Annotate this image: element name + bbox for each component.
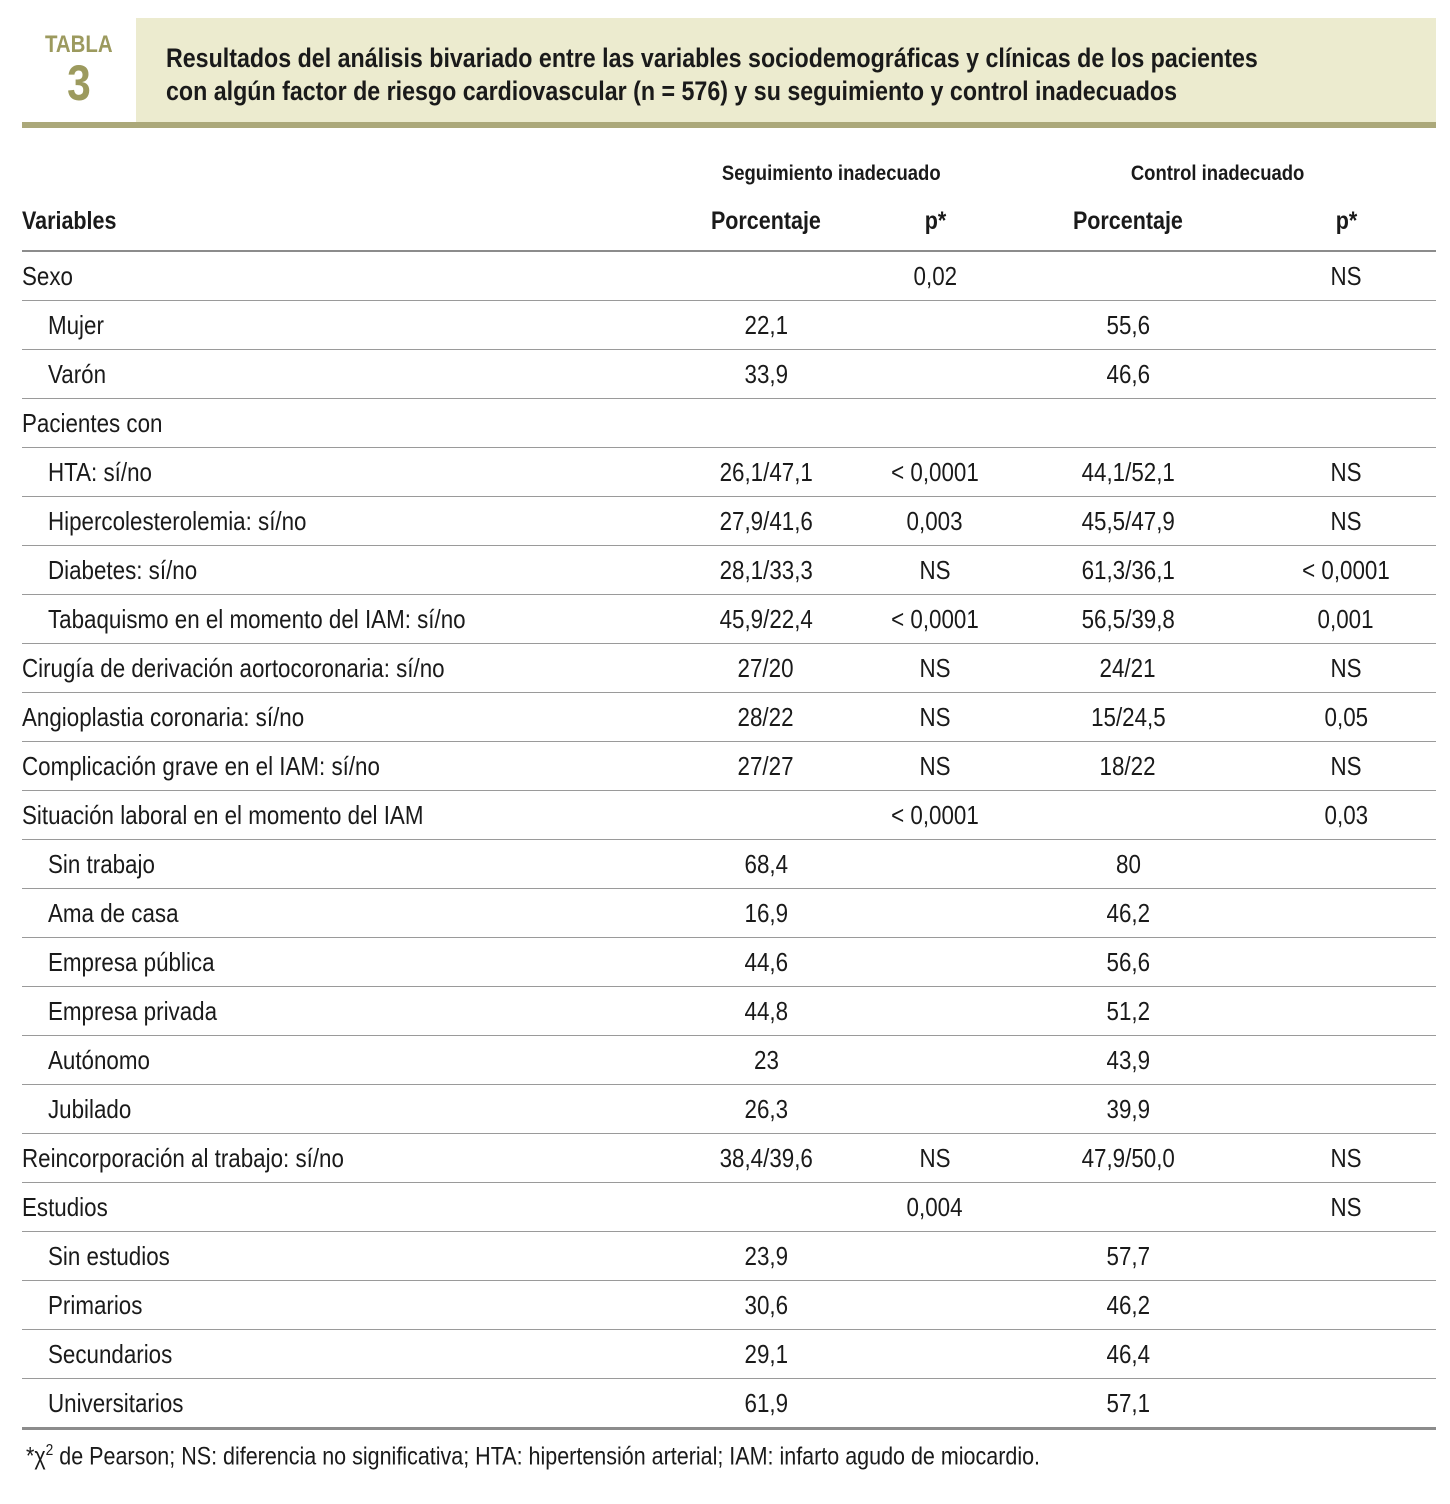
table-label	[22, 18, 136, 122]
cell-seg-porcentaje: 23	[662, 1036, 870, 1085]
cell-ctl-p: 0,001	[1256, 595, 1436, 644]
cell-ctl-porcentaje: 39,9	[1000, 1085, 1256, 1134]
cell-ctl-porcentaje: 80	[1000, 840, 1256, 889]
cell-ctl-p	[1256, 987, 1436, 1036]
cell-variable: Secundarios	[22, 1330, 662, 1379]
results-table	[22, 130, 1436, 1430]
cell-seg-p	[870, 1330, 1000, 1379]
cell-seg-p: NS	[870, 644, 1000, 693]
cell-seg-p	[870, 840, 1000, 889]
cell-seg-porcentaje	[662, 1183, 870, 1232]
table-row	[22, 399, 1436, 448]
cell-seg-porcentaje: 28/22	[662, 693, 870, 742]
table-row	[22, 301, 1436, 350]
cell-ctl-p	[1256, 1085, 1436, 1134]
cell-ctl-porcentaje: 56,5/39,8	[1000, 595, 1256, 644]
cell-ctl-p: < 0,0001	[1256, 546, 1436, 595]
footnote	[26, 1442, 1040, 1471]
group-header-seguimiento: Seguimiento inadecuado	[721, 162, 941, 185]
cell-ctl-porcentaje	[1000, 791, 1256, 840]
cell-seg-porcentaje: 68,4	[662, 840, 870, 889]
cell-variable: Reincorporación al trabajo: sí/no	[22, 1134, 662, 1183]
table-row	[22, 938, 1436, 987]
cell-ctl-p	[1256, 938, 1436, 987]
cell-ctl-porcentaje: 47,9/50,0	[1000, 1134, 1256, 1183]
cell-ctl-p	[1256, 840, 1436, 889]
cell-variable: HTA: sí/no	[22, 448, 662, 497]
cell-variable: Sin estudios	[22, 1232, 662, 1281]
cell-seg-porcentaje: 30,6	[662, 1281, 870, 1330]
column-header-row	[22, 192, 1436, 251]
cell-variable: Complicación grave en el IAM: sí/no	[22, 742, 662, 791]
cell-seg-p	[870, 1232, 1000, 1281]
cell-variable: Mujer	[22, 301, 662, 350]
table-title-line-2: con algún factor de riesgo cardiovascular (n = 576) y su seguimiento y control inadecuados	[166, 76, 1178, 106]
cell-variable: Sin trabajo	[22, 840, 662, 889]
table-row	[22, 1232, 1436, 1281]
table-row	[22, 1379, 1436, 1429]
cell-ctl-porcentaje: 46,2	[1000, 1281, 1256, 1330]
cell-seg-p	[870, 350, 1000, 399]
cell-ctl-porcentaje: 44,1/52,1	[1000, 448, 1256, 497]
cell-ctl-p	[1256, 1232, 1436, 1281]
cell-ctl-p: NS	[1256, 497, 1436, 546]
cell-seg-porcentaje: 44,8	[662, 987, 870, 1036]
cell-ctl-porcentaje: 56,6	[1000, 938, 1256, 987]
cell-seg-porcentaje	[662, 399, 870, 448]
table-row	[22, 251, 1436, 301]
cell-seg-porcentaje	[662, 251, 870, 301]
table-row	[22, 546, 1436, 595]
table-header	[22, 18, 1436, 122]
cell-variable: Diabetes: sí/no	[22, 546, 662, 595]
cell-ctl-p	[1256, 1281, 1436, 1330]
cell-ctl-p	[1256, 1330, 1436, 1379]
cell-seg-p	[870, 1036, 1000, 1085]
cell-ctl-porcentaje: 57,7	[1000, 1232, 1256, 1281]
table-row	[22, 497, 1436, 546]
cell-ctl-p	[1256, 350, 1436, 399]
cell-seg-p	[870, 301, 1000, 350]
table-row	[22, 1036, 1436, 1085]
cell-variable: Situación laboral en el momento del IAM	[22, 791, 662, 840]
cell-seg-porcentaje: 27/20	[662, 644, 870, 693]
cell-ctl-p	[1256, 399, 1436, 448]
table-row	[22, 693, 1436, 742]
cell-seg-porcentaje: 23,9	[662, 1232, 870, 1281]
cell-ctl-porcentaje	[1000, 399, 1256, 448]
cell-ctl-porcentaje: 43,9	[1000, 1036, 1256, 1085]
cell-seg-porcentaje: 38,4/39,6	[662, 1134, 870, 1183]
cell-variable: Angioplastia coronaria: sí/no	[22, 693, 662, 742]
cell-seg-p: < 0,0001	[870, 791, 1000, 840]
cell-seg-porcentaje: 33,9	[662, 350, 870, 399]
cell-seg-p	[870, 889, 1000, 938]
cell-ctl-porcentaje: 51,2	[1000, 987, 1256, 1036]
table-row	[22, 1330, 1436, 1379]
cell-ctl-porcentaje: 46,6	[1000, 350, 1256, 399]
table-label-word: TABLA	[45, 31, 114, 58]
cell-variable: Varón	[22, 350, 662, 399]
cell-ctl-p: NS	[1256, 251, 1436, 301]
cell-seg-p: < 0,0001	[870, 595, 1000, 644]
cell-ctl-porcentaje: 45,5/47,9	[1000, 497, 1256, 546]
cell-ctl-porcentaje: 61,3/36,1	[1000, 546, 1256, 595]
cell-seg-p: NS	[870, 546, 1000, 595]
cell-seg-porcentaje: 44,6	[662, 938, 870, 987]
cell-seg-porcentaje: 28,1/33,3	[662, 546, 870, 595]
table-number: 3	[67, 55, 92, 111]
cell-seg-porcentaje: 16,9	[662, 889, 870, 938]
cell-ctl-p: 0,03	[1256, 791, 1436, 840]
cell-seg-p: NS	[870, 742, 1000, 791]
cell-seg-p: 0,02	[870, 251, 1000, 301]
cell-variable: Pacientes con	[22, 399, 662, 448]
column-header-seg-porcentaje: Porcentaje	[662, 192, 870, 251]
cell-variable: Estudios	[22, 1183, 662, 1232]
table-row	[22, 1085, 1436, 1134]
cell-variable: Tabaquismo en el momento del IAM: sí/no	[22, 595, 662, 644]
cell-ctl-p: NS	[1256, 742, 1436, 791]
cell-seg-porcentaje: 26,3	[662, 1085, 870, 1134]
table-row	[22, 889, 1436, 938]
cell-seg-p: 0,003	[870, 497, 1000, 546]
cell-seg-p	[870, 1085, 1000, 1134]
cell-seg-p: < 0,0001	[870, 448, 1000, 497]
cell-variable: Universitarios	[22, 1379, 662, 1429]
column-header-ctl-porcentaje: Porcentaje	[1000, 192, 1256, 251]
cell-variable: Primarios	[22, 1281, 662, 1330]
table-row	[22, 644, 1436, 693]
cell-ctl-p	[1256, 1036, 1436, 1085]
table-row	[22, 1183, 1436, 1232]
cell-ctl-p: NS	[1256, 644, 1436, 693]
cell-variable: Empresa privada	[22, 987, 662, 1036]
cell-variable: Empresa pública	[22, 938, 662, 987]
cell-seg-p: NS	[870, 693, 1000, 742]
cell-seg-p	[870, 938, 1000, 987]
cell-seg-p	[870, 987, 1000, 1036]
cell-seg-p	[870, 399, 1000, 448]
cell-ctl-porcentaje: 18/22	[1000, 742, 1256, 791]
table-row	[22, 448, 1436, 497]
cell-seg-porcentaje	[662, 791, 870, 840]
cell-seg-porcentaje: 26,1/47,1	[662, 448, 870, 497]
footnote-text: de Pearson; NS: diferencia no significativa; HTA: hipertensión arterial; IAM: infarto agudo de miocardio.	[53, 1442, 1041, 1471]
cell-ctl-porcentaje	[1000, 251, 1256, 301]
column-header-ctl-p: p*	[1256, 192, 1436, 251]
cell-ctl-p: NS	[1256, 1134, 1436, 1183]
table-title	[136, 18, 1436, 122]
cell-variable: Sexo	[22, 251, 662, 301]
cell-ctl-p	[1256, 1379, 1436, 1429]
group-header-row	[22, 130, 1436, 192]
footnote-superscript: 2	[45, 1442, 54, 1459]
table-row	[22, 987, 1436, 1036]
cell-seg-porcentaje: 29,1	[662, 1330, 870, 1379]
column-header-seg-p: p*	[870, 192, 1000, 251]
cell-seg-porcentaje: 45,9/22,4	[662, 595, 870, 644]
cell-ctl-p: NS	[1256, 1183, 1436, 1232]
cell-ctl-p: NS	[1256, 448, 1436, 497]
table-row	[22, 742, 1436, 791]
cell-ctl-p	[1256, 301, 1436, 350]
table-row	[22, 1281, 1436, 1330]
cell-ctl-porcentaje: 46,2	[1000, 889, 1256, 938]
footnote-prefix: *χ	[26, 1442, 46, 1471]
column-header-variables: Variables	[22, 192, 662, 251]
table-row	[22, 350, 1436, 399]
cell-seg-porcentaje: 27,9/41,6	[662, 497, 870, 546]
cell-seg-p	[870, 1281, 1000, 1330]
cell-variable: Cirugía de derivación aortocoronaria: sí/no	[22, 644, 662, 693]
cell-ctl-porcentaje: 57,1	[1000, 1379, 1256, 1429]
cell-ctl-p	[1256, 889, 1436, 938]
table-body	[22, 251, 1436, 1429]
cell-seg-p: 0,004	[870, 1183, 1000, 1232]
cell-ctl-porcentaje: 15/24,5	[1000, 693, 1256, 742]
top-rule	[22, 122, 1436, 128]
table-row	[22, 595, 1436, 644]
cell-seg-porcentaje: 27/27	[662, 742, 870, 791]
cell-ctl-porcentaje: 55,6	[1000, 301, 1256, 350]
cell-ctl-porcentaje: 24/21	[1000, 644, 1256, 693]
cell-ctl-p: 0,05	[1256, 693, 1436, 742]
cell-seg-porcentaje: 61,9	[662, 1379, 870, 1429]
cell-seg-p	[870, 1379, 1000, 1429]
table-title-line-1: Resultados del análisis bivariado entre las variables sociodemográficas y clínicas de los pacientes	[166, 43, 1259, 73]
cell-variable: Hipercolesterolemia: sí/no	[22, 497, 662, 546]
table-row	[22, 1134, 1436, 1183]
table-row	[22, 840, 1436, 889]
table-row	[22, 791, 1436, 840]
cell-variable: Jubilado	[22, 1085, 662, 1134]
cell-seg-porcentaje: 22,1	[662, 301, 870, 350]
cell-variable: Autónomo	[22, 1036, 662, 1085]
cell-ctl-porcentaje: 46,4	[1000, 1330, 1256, 1379]
cell-variable: Ama de casa	[22, 889, 662, 938]
cell-ctl-porcentaje	[1000, 1183, 1256, 1232]
cell-seg-p: NS	[870, 1134, 1000, 1183]
group-header-control: Control inadecuado	[1131, 162, 1305, 185]
